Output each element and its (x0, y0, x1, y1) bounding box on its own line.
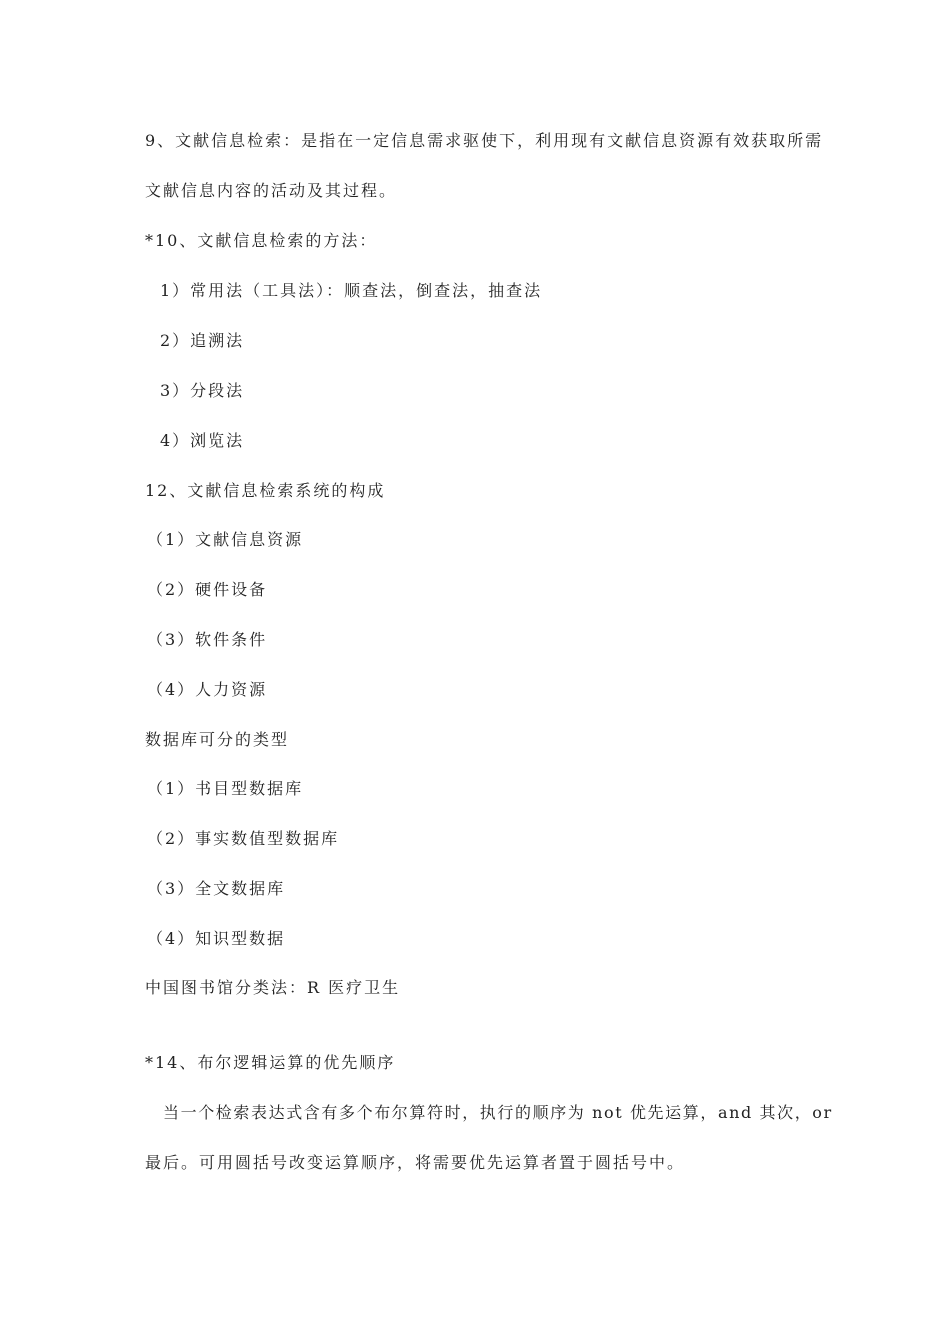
item12-part-3: （3）软件条件 (147, 630, 268, 649)
database-type-1: （1）书目型数据库 (147, 779, 304, 798)
item10-heading: *10、文献信息检索的方法： (145, 231, 378, 250)
item14-heading: *14、布尔逻辑运算的优先顺序 (145, 1053, 396, 1072)
database-type-3: （3）全文数据库 (147, 879, 286, 898)
item12-part-2: （2）硬件设备 (147, 580, 268, 599)
item10-method-1: 1）常用法（工具法）：顺查法，倒查法，抽查法 (160, 281, 543, 300)
item10-method-2: 2）追溯法 (160, 331, 245, 350)
item10-method-4: 4）浏览法 (160, 431, 245, 450)
item9-definition-line2: 文献信息内容的活动及其过程。 (145, 181, 398, 200)
item14-paragraph-line1: 当一个检索表达式含有多个布尔算符时，执行的顺序为 not 优先运算，and 其次，or (163, 1103, 833, 1122)
item14-paragraph-line2: 最后。可用圆括号改变运算顺序，将需要优先运算者置于圆括号中。 (145, 1153, 686, 1172)
item12-heading: 12、文献信息检索系统的构成 (145, 481, 386, 500)
classification-line: 中国图书馆分类法：R 医疗卫生 (145, 978, 401, 997)
database-type-4: （4）知识型数据 (147, 929, 286, 948)
database-types-heading: 数据库可分的类型 (145, 730, 290, 749)
item12-part-1: （1）文献信息资源 (147, 530, 304, 549)
item10-method-3: 3）分段法 (160, 381, 245, 400)
item9-definition-line1: 9、文献信息检索：是指在一定信息需求驱使下，利用现有文献信息资源有效获取所需 (145, 131, 824, 150)
database-type-2: （2）事实数值型数据库 (147, 829, 340, 848)
item12-part-4: （4）人力资源 (147, 680, 268, 699)
